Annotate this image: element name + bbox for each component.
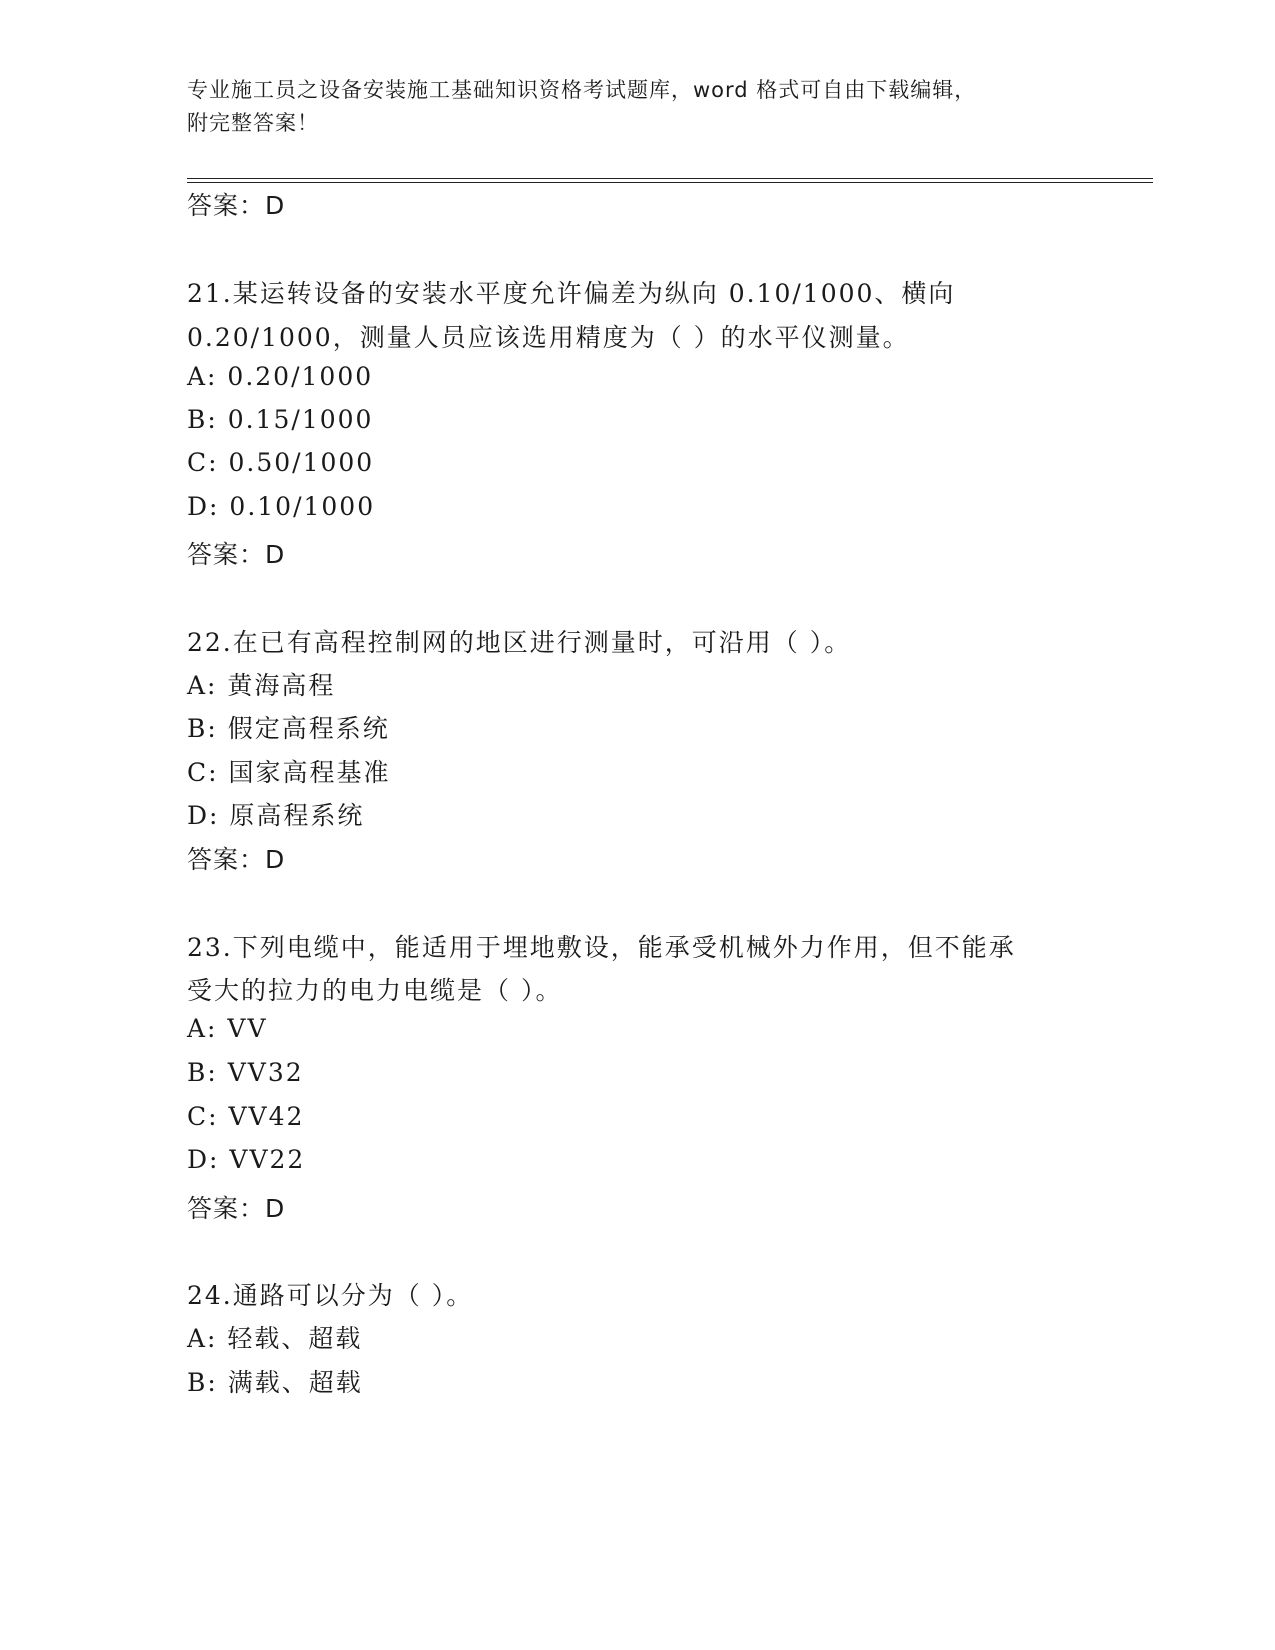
previous-answer: 答案：D [187,191,286,220]
question-22-answer: 答案：D [187,845,286,874]
question-24-stem-line-1: 24.通路可以分为（ ）。 [187,1281,474,1310]
question-23-option-b: B: VV32 [187,1058,304,1087]
header-line-1: 专业施工员之设备安装施工基础知识资格考试题库，word 格式可自由下载编辑， [187,78,977,102]
question-21-option-a: A: 0.20/1000 [187,362,374,391]
header-divider-top [187,178,1153,179]
question-22-option-d: D: 原高程系统 [187,801,365,830]
question-24-option-a: A: 轻载、超载 [187,1324,363,1353]
document-header [187,74,1067,140]
question-21-stem-line-2: 0.20/1000，测量人员应该选用精度为（ ）的水平仪测量。 [187,323,910,352]
question-23-option-c: C: VV42 [187,1102,305,1131]
question-22-stem-line-1: 22.在已有高程控制网的地区进行测量时，可沿用（ ）。 [187,628,852,657]
header-line-2: 附完整答案！ [187,111,319,135]
question-21-answer: 答案：D [187,540,286,569]
question-23-stem-line-2: 受大的拉力的电力电缆是（ ）。 [187,976,563,1005]
question-23-option-a: A: VV [187,1014,268,1043]
question-23-option-d: D: VV22 [187,1145,306,1174]
question-23-stem-line-1: 23.下列电缆中，能适用于埋地敷设，能承受机械外力作用，但不能承 [187,933,1016,962]
question-22-option-a: A: 黄海高程 [187,671,336,700]
question-21-option-d: D: 0.10/1000 [187,492,376,521]
header-divider-bottom [187,182,1153,183]
question-24-option-b: B: 满载、超载 [187,1368,363,1397]
question-21-option-c: C: 0.50/1000 [187,448,375,477]
question-22-option-b: B: 假定高程系统 [187,714,390,743]
question-22-option-c: C: 国家高程基准 [187,758,391,787]
question-21-option-b: B: 0.15/1000 [187,405,374,434]
question-21-stem-line-1: 21.某运转设备的安装水平度允许偏差为纵向 0.10/1000、横向 [187,279,956,308]
question-23-answer: 答案：D [187,1194,286,1223]
